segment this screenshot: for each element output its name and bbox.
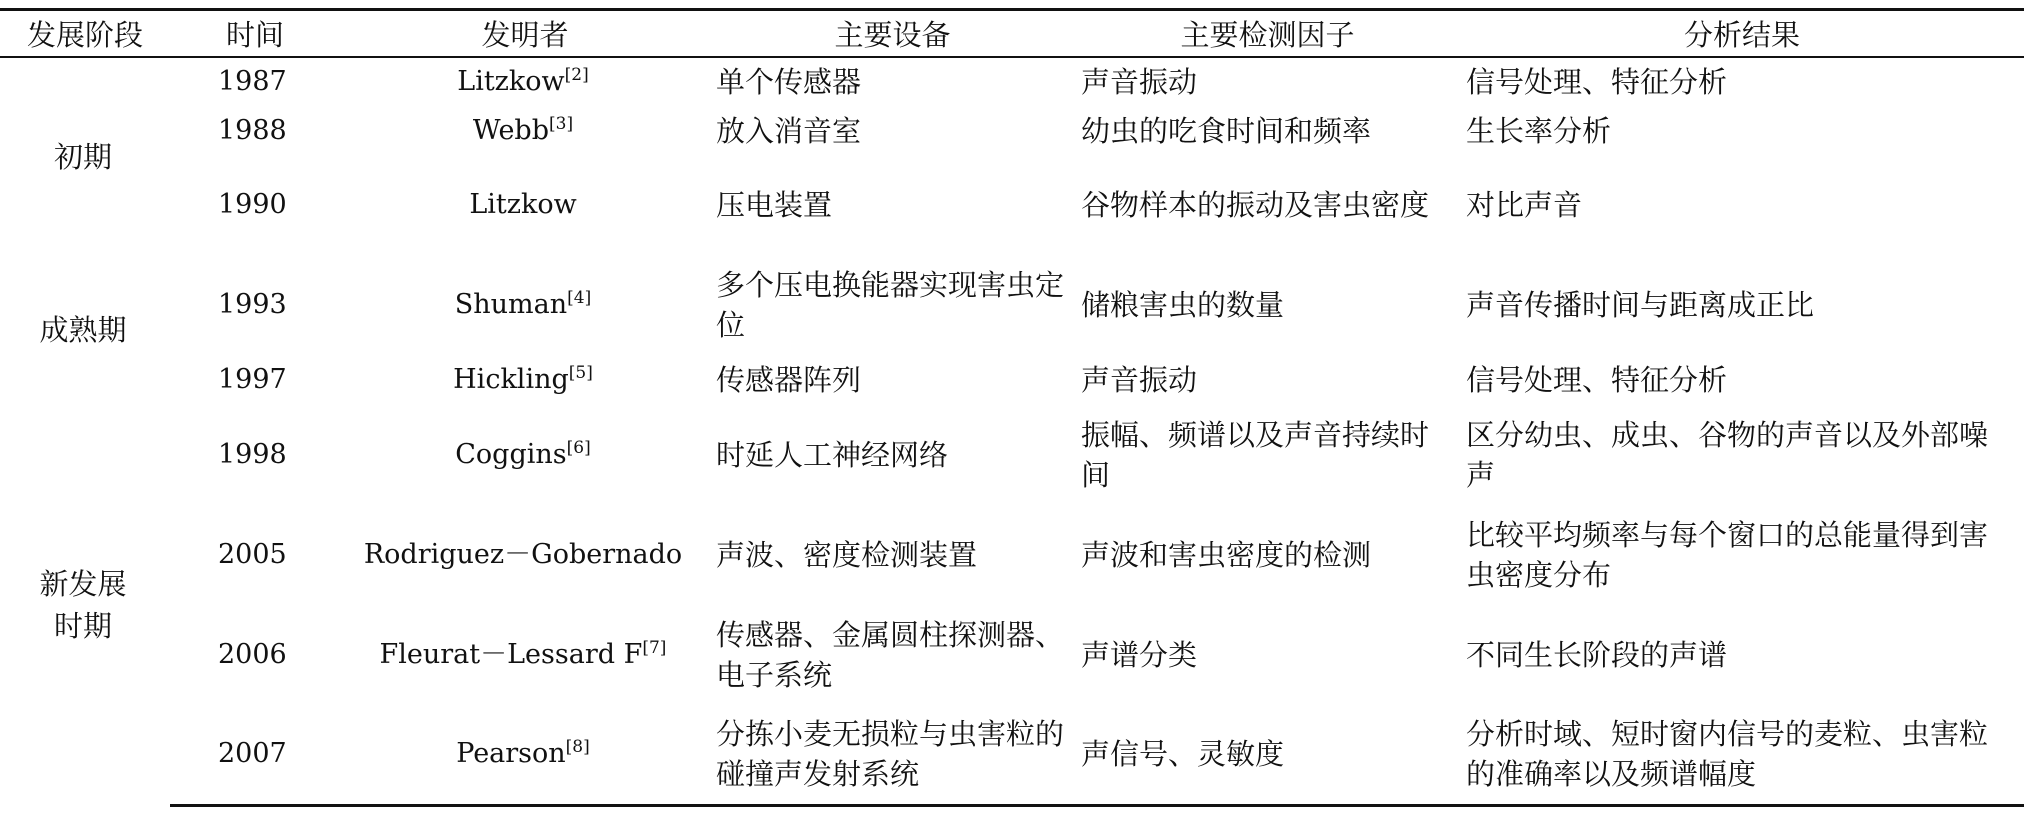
factor-cell: 声音振动 <box>1081 65 1198 99</box>
stage-cell-early: 初期 <box>53 139 112 174</box>
inventor-cell <box>340 705 710 805</box>
table-row <box>0 106 2024 155</box>
factor-cell: 声谱分类 <box>1081 638 1198 672</box>
inventor-name: Litzkow <box>469 189 577 220</box>
inventor-name: Pearson <box>456 738 566 770</box>
header-inventor: 发明者 <box>340 10 710 58</box>
inventor-cell <box>340 605 710 705</box>
inventor-name: Fleurat－Lessard F <box>379 639 643 670</box>
stage-cell-new <box>0 405 170 805</box>
year-cell: 1997 <box>218 364 287 395</box>
citation-ref: [4] <box>567 288 592 308</box>
citation-ref: [6] <box>566 438 591 458</box>
factor-cell: 储粮害虫的数量 <box>1081 288 1285 322</box>
inventor-cell <box>340 57 710 106</box>
citation-ref: [5] <box>568 363 593 383</box>
inventor-name: Litzkow <box>457 66 565 97</box>
factor-cell: 声波和害虫密度的检测 <box>1081 538 1372 572</box>
year-cell: 2006 <box>218 639 287 670</box>
equipment-cell: 放入消音室 <box>716 113 862 148</box>
year-cell: 1993 <box>218 289 287 320</box>
inventor-cell <box>340 405 710 505</box>
factor-cell: 声信号、灵敏度 <box>1075 705 1460 805</box>
inventor-name: Rodriguez－Gobernado <box>363 539 683 570</box>
result-cell: 生长率分析 <box>1466 113 1612 148</box>
factor-cell: 谷物样本的振动及害虫密度 <box>1081 188 1430 222</box>
citation-ref: [8] <box>565 737 590 758</box>
citation-ref: [3] <box>549 113 574 134</box>
table-row <box>0 405 2024 505</box>
year-cell: 1988 <box>218 114 287 146</box>
equipment-cell: 传感器阵列 <box>716 363 862 397</box>
header-factor: 主要检测因子 <box>1075 10 1460 58</box>
equipment-cell: 声波、密度检测装置 <box>716 538 978 572</box>
header-year: 时间 <box>170 10 340 58</box>
factor-cell: 振幅、频谱以及声音持续时间 <box>1081 418 1430 492</box>
inventor-cell <box>340 255 710 355</box>
header-result: 分析结果 <box>1460 10 2024 58</box>
stage-cell-mature: 成熟期 <box>39 313 127 347</box>
year-cell: 1987 <box>218 66 287 97</box>
table-row <box>0 155 2024 255</box>
equipment-cell: 压电装置 <box>716 188 833 222</box>
stage-label-new: 新发展时期 <box>39 567 127 643</box>
table-row <box>0 57 2024 106</box>
year-cell: 1998 <box>218 439 287 470</box>
result-cell: 信号处理、特征分析 <box>1466 363 1728 397</box>
equipment-cell: 分拣小麦无损粒与虫害粒的碰撞声发射系统 <box>710 705 1075 805</box>
result-cell: 分析时域、短时窗内信号的麦粒、虫害粒的准确率以及频谱幅度 <box>1460 705 2024 805</box>
inventor-cell <box>340 505 710 605</box>
equipment-cell: 传感器、金属圆柱探测器、电子系统 <box>716 618 1065 692</box>
result-cell: 对比声音 <box>1466 188 1583 222</box>
factor-cell: 声音振动 <box>1081 363 1198 397</box>
equipment-cell: 时延人工神经网络 <box>716 438 949 472</box>
result-cell: 不同生长阶段的声谱 <box>1466 638 1728 672</box>
table-header-row <box>0 10 2024 58</box>
result-cell: 区分幼虫、成虫、谷物的声音以及外部噪声 <box>1466 418 1989 492</box>
table-row <box>0 705 2024 805</box>
year-cell: 2005 <box>218 539 287 570</box>
table-row <box>0 355 2024 405</box>
inventor-history-table <box>0 8 2024 807</box>
result-cell: 声音传播时间与距离成正比 <box>1466 288 1815 322</box>
table-row <box>0 505 2024 605</box>
header-stage: 发展阶段 <box>0 10 170 58</box>
citation-ref: [7] <box>642 638 667 658</box>
year-cell: 2007 <box>170 705 340 805</box>
inventor-name: Webb <box>472 114 549 146</box>
inventor-name: Shuman <box>454 289 568 320</box>
result-cell: 比较平均频率与每个窗口的总能量得到害虫密度分布 <box>1466 518 1989 592</box>
inventor-cell <box>340 355 710 405</box>
inventor-cell <box>340 155 710 255</box>
factor-cell: 幼虫的吃食时间和频率 <box>1081 113 1372 148</box>
table-row <box>0 605 2024 705</box>
inventor-name: Hickling <box>453 364 569 395</box>
year-cell: 1990 <box>218 189 287 220</box>
inventor-cell <box>340 106 710 155</box>
equipment-cell: 单个传感器 <box>716 65 862 99</box>
inventor-name: Coggins <box>455 439 567 470</box>
citation-ref: [2] <box>564 65 589 85</box>
header-equipment: 主要设备 <box>710 10 1075 58</box>
result-cell: 信号处理、特征分析 <box>1466 65 1728 99</box>
equipment-cell: 多个压电换能器实现害虫定位 <box>716 268 1065 342</box>
table-row <box>0 255 2024 355</box>
